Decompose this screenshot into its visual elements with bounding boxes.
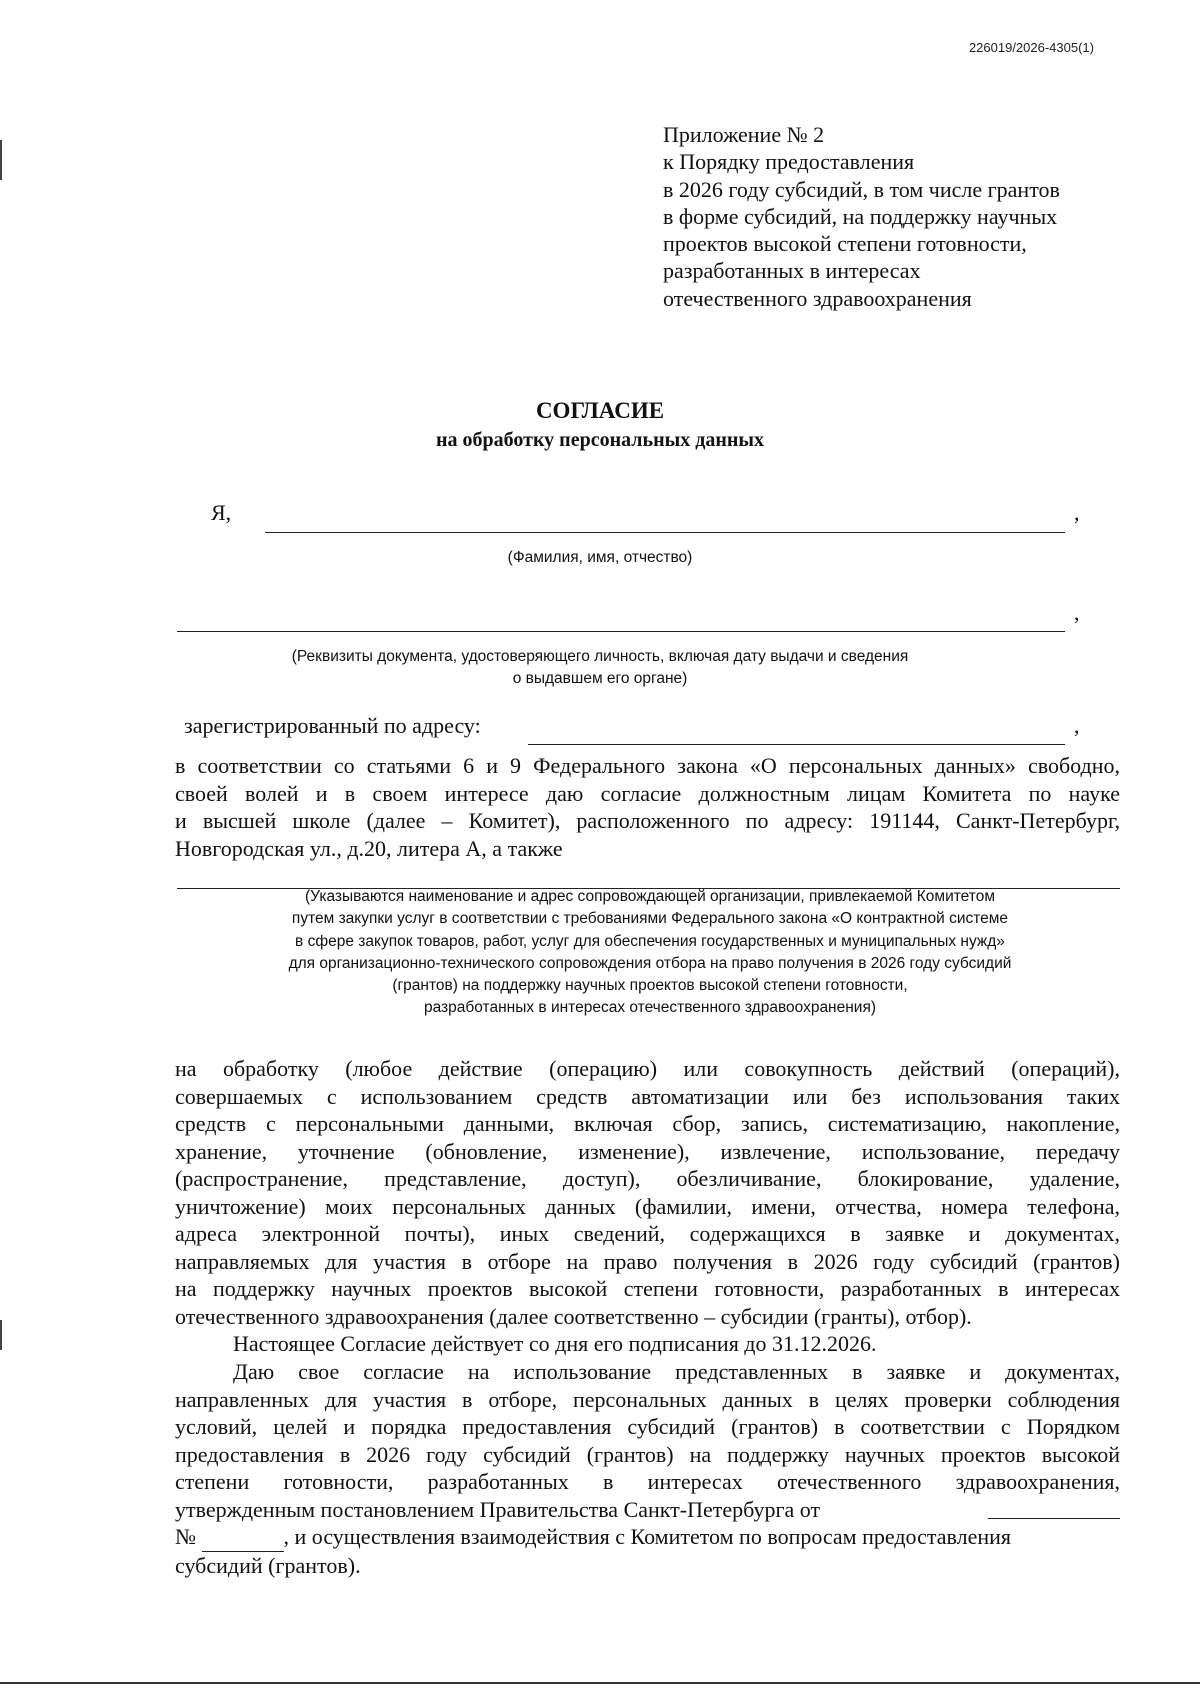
caption-line: о выдавшем его органе) — [512, 670, 688, 687]
organization-caption — [0, 886, 1200, 1020]
paragraph-usage-consent — [175, 1358, 1120, 1579]
text-line: хранение, уточнение (обновление, изменение), извлечение, использование, передачу — [175, 1138, 1120, 1164]
text-line: уничтожение) моих персональных данных (фамилии, имени, отчества, номера телефона, — [175, 1193, 1120, 1219]
text-line: отечественного здравоохранения (далее соответственно – субсидии (гранты), отбор). — [175, 1303, 972, 1329]
annex-header — [663, 121, 1123, 312]
paragraph-processing-scope — [175, 1055, 1120, 1330]
text-line: степени готовности, разработанных в интересах отечественного здравоохранения, — [175, 1469, 1120, 1494]
resolution-date-blank[interactable] — [988, 1518, 1120, 1519]
text-line — [175, 1496, 1120, 1524]
scan-edge-mark — [0, 140, 2, 180]
id-document-caption — [0, 646, 1200, 690]
text-line: Даю свое согласие на использование представленных в заявке и документах, — [233, 1359, 1120, 1384]
text-line: предоставления в 2026 году субсидий (грантов) на поддержку научных проектов высокой — [175, 1441, 1120, 1467]
text-line: своей волей и в своем интересе даю согласие должностным лицам Комитета по науке — [175, 780, 1120, 806]
document-title: СОГЛАСИЕ — [535, 398, 665, 423]
id-document-input-line[interactable] — [177, 631, 1065, 632]
text-line — [175, 1523, 1120, 1552]
text-line: на поддержку научных проектов высокой степени готовности, разработанных в интересах — [175, 1276, 1120, 1301]
number-label: № — [175, 1524, 196, 1549]
text-line: на обработку (любое действие (операцию) или совокупность действий (операций), — [175, 1056, 1120, 1081]
text-line: совершаемых с использованием средств автоматизации или без использования таких — [175, 1083, 1120, 1109]
caption-line: в сфере закупок товаров, работ, услуг для обеспечения государственных и муниципальных нужд» — [295, 932, 1005, 950]
text-line: субсидий (грантов). — [175, 1552, 361, 1578]
annex-line: к Порядку предоставления — [663, 149, 915, 175]
fio-caption: (Фамилия, имя, отчество) — [507, 549, 693, 566]
text-fragment: утвержденным постановлением Правительства Санкт-Петербурга от — [175, 1496, 821, 1522]
text-line: в соответствии со статьями 6 и 9 Федерального закона «О персональных данных» свободно, — [175, 753, 1120, 778]
text-line: и высшей школе (далее – Комитет), расположенного по адресу: 191144, Санкт-Петербург, — [175, 808, 1120, 833]
annex-line: отечественного здравоохранения — [663, 285, 972, 311]
caption-line: (Указываются наименование и адрес сопровождающей организации, привлекаемой Комитетом — [305, 888, 995, 905]
text-line: Новгородская ул., д.20, литера А, а также — [175, 835, 563, 861]
comma: , — [1074, 500, 1080, 525]
comma: , — [1074, 713, 1080, 738]
text-line: направляемых для участия в отборе на право получения в 2026 году субсидий (грантов) — [175, 1248, 1120, 1274]
document-number: 226019/2026-4305(1) — [968, 40, 1094, 55]
text-line: адреса электронной почты), иных сведений, содержащихся в заявке и документах, — [175, 1221, 1120, 1246]
scan-edge-mark — [0, 1320, 2, 1350]
caption-line: путем закупки услуг в соответствии с требованиями Федерального закона «О контрактной системе — [291, 910, 1009, 928]
text-line: условий, целей и порядка предоставления субсидий (грантов) в соответствии с Порядком — [175, 1414, 1120, 1439]
text-line: направленных для участия в отборе, персональных данных в целях проверки соблюдения — [175, 1386, 1120, 1412]
caption-line: (грантов) на поддержку научных проектов высокой степени готовности, — [392, 977, 908, 995]
paragraph-validity — [175, 1330, 1120, 1358]
annex-line: проектов высокой степени готовности, — [663, 231, 1027, 257]
fio-input-line[interactable] — [265, 532, 1065, 533]
text-line: средств с персональными данными, включая сбор, запись, систематизацию, накопление, — [175, 1111, 1120, 1136]
address-label: зарегистрированный по адресу: — [184, 713, 481, 738]
text-fragment: , и осуществления взаимодействия с Комитетом по вопросам предоставления — [283, 1524, 1012, 1549]
text-line: (распространение, представление, доступ), обезличивание, блокирование, удаление, — [175, 1166, 1120, 1191]
annex-line: в 2026 году субсидий, в том числе грантов — [663, 176, 1060, 202]
annex-line: разработанных в интересах — [663, 258, 921, 284]
address-input-line[interactable] — [528, 744, 1065, 745]
document-subtitle: на обработку персональных данных — [436, 429, 764, 451]
caption-line: (Реквизиты документа, удостоверяющего личность, включая дату выдачи и сведения — [291, 648, 909, 665]
caption-line: разработанных в интересах отечественного здравоохранения) — [423, 999, 877, 1017]
annex-line: Приложение № 2 — [663, 122, 825, 147]
annex-line: в форме субсидий, на поддержку научных — [663, 203, 1058, 229]
paragraph-consent-intro — [175, 752, 1120, 862]
scan-bottom-edge — [0, 1682, 1200, 1684]
i-label: Я, — [211, 500, 232, 525]
resolution-number-blank[interactable] — [202, 1523, 284, 1552]
comma: , — [1074, 600, 1080, 625]
caption-line: для организационно-технического сопровождения отбора на право получения в 2026 году субсидий — [288, 954, 1012, 972]
text-line: Настоящее Согласие действует со дня его подписания до 31.12.2026. — [233, 1331, 877, 1356]
